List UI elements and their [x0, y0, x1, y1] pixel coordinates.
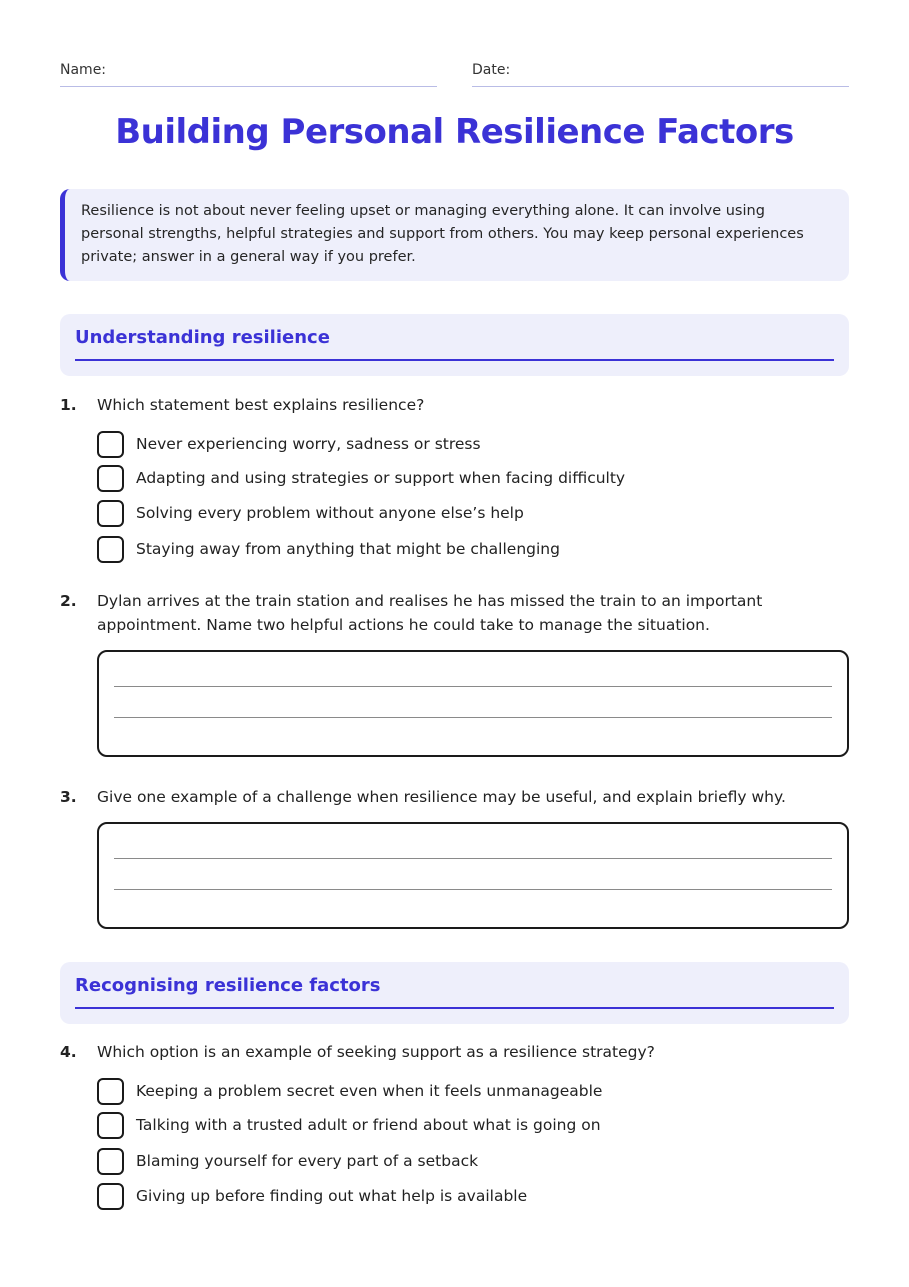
option-label: Adapting and using strategies or support when facing difficulty — [136, 469, 626, 487]
checkbox[interactable] — [97, 536, 124, 563]
checkbox[interactable] — [97, 1183, 124, 1210]
option-row — [97, 1077, 602, 1105]
option-row — [97, 430, 481, 458]
answer-box[interactable] — [97, 650, 849, 757]
checkbox[interactable] — [97, 1078, 124, 1105]
option-label: Blaming yourself for every part of a setback — [136, 1152, 479, 1170]
option-row — [97, 464, 625, 492]
checkbox[interactable] — [97, 465, 124, 492]
question-number: 3. — [60, 788, 77, 806]
section-divider — [75, 359, 834, 361]
date-label: Date: — [472, 62, 511, 78]
answer-line — [114, 686, 832, 687]
question-number: 4. — [60, 1043, 77, 1061]
checkbox[interactable] — [97, 1148, 124, 1175]
option-label: Staying away from anything that might be challenging — [136, 540, 560, 558]
question-text: Which statement best explains resilience? — [97, 396, 425, 414]
checkbox[interactable] — [97, 431, 124, 458]
header-fields — [60, 62, 849, 87]
option-label: Solving every problem without anyone else’s help — [136, 504, 524, 522]
answer-line — [114, 858, 832, 859]
answer-box[interactable] — [97, 822, 849, 929]
option-label: Keeping a problem secret even when it feels unmanageable — [136, 1082, 603, 1100]
section-title: Understanding resilience — [75, 327, 330, 348]
question-number: 1. — [60, 396, 77, 414]
question-text: Which option is an example of seeking support as a resilience strategy? — [97, 1043, 655, 1061]
option-label: Giving up before finding out what help is available — [136, 1187, 528, 1205]
question-number: 2. — [60, 592, 77, 610]
checkbox[interactable] — [97, 1112, 124, 1139]
name-label: Name: — [60, 62, 107, 78]
option-row — [97, 1182, 527, 1210]
intro-note: Resilience is not about never feeling upset or managing everything alone. It can involve using personal strengths, helpful strategies and support from others. You may keep personal experiences private; answer in a general way if you prefer. — [60, 189, 849, 281]
answer-line — [114, 889, 832, 890]
option-row — [97, 535, 560, 563]
option-row — [97, 1111, 601, 1139]
checkbox[interactable] — [97, 500, 124, 527]
section-header-recognising — [60, 962, 849, 1024]
option-label: Never experiencing worry, sadness or stress — [136, 435, 481, 453]
date-field[interactable] — [472, 62, 849, 87]
section-title: Recognising resilience factors — [75, 975, 381, 996]
question-text: Give one example of a challenge when resilience may be useful, and explain briefly why. — [97, 788, 786, 806]
answer-line — [114, 717, 832, 718]
question-text: Dylan arrives at the train station and realises he has missed the train to an important appointment. Name two helpful actions he could take to manage the situation. — [97, 592, 763, 634]
option-label: Talking with a trusted adult or friend about what is going on — [136, 1116, 601, 1134]
section-header-understanding — [60, 314, 849, 376]
section-divider — [75, 1007, 834, 1009]
option-row — [97, 1147, 478, 1175]
page-title: Building Personal Resilience Factors — [115, 112, 794, 152]
name-field[interactable] — [60, 62, 437, 87]
option-row — [97, 499, 524, 527]
